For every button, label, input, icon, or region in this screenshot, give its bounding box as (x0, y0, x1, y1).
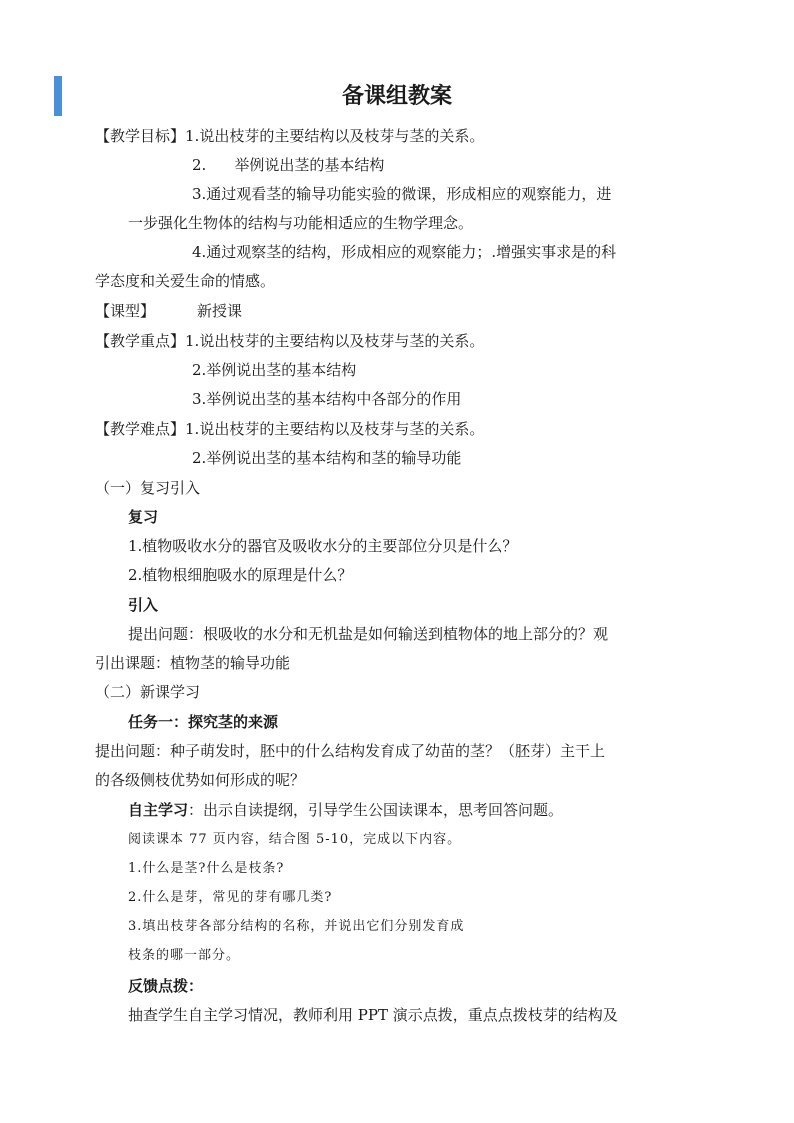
objectives-item-2-number: 2. (192, 156, 207, 174)
objectives-item-3-a: 3.通过观看茎的输导功能实验的微课，形成相应的观察能力，进 (192, 185, 612, 203)
review-question-1: 1.植物吸收水分的器官及吸收水分的主要部位分贝是什么？ (128, 537, 518, 555)
difficulties-item-1: 1.说出枝芽的主要结构以及枝芽与茎的关系。 (185, 420, 485, 438)
lesson-type-heading: 【课型】 (95, 302, 156, 320)
page-title: 备课组教案 (341, 84, 452, 109)
difficulties-item-2: 2.举例说出茎的基本结构和茎的输导功能 (192, 449, 462, 467)
feedback-label: 反馈点拨： (128, 977, 204, 995)
task-1-question-a: 提出问题：种子萌发时，胚中的什么结构发育成了幼苗的茎？（胚芽）主干上 (95, 742, 606, 760)
review-label: 复习 (128, 508, 159, 526)
self-study-line (128, 800, 563, 820)
intro-question: 提出问题：根吸收的水分和无机盐是如何输送到植物体的地上部分的？观 (128, 625, 609, 643)
objectives-item-3-b: 一步强化生物体的结构与功能相适应的生物学理念。 (128, 214, 474, 232)
reading-intro: 阅读课本 77 页内容，结合图 5-10，完成以下内容。 (128, 832, 462, 847)
review-question-2: 2.植物根细胞吸水的原理是什么？ (128, 566, 353, 584)
reading-question-2: 2.什么是芽，常见的芽有哪几类? (128, 890, 333, 905)
self-study-label: 自主学习 (128, 801, 189, 819)
section-1-heading: （一）复习引入 (95, 479, 201, 497)
objectives-heading: 【教学目标】 (95, 127, 186, 145)
section-2-heading: （二）新课学习 (95, 683, 201, 701)
reading-question-1: 1.什么是茎?什么是枝条? (128, 861, 285, 876)
objectives-line-2 (192, 155, 384, 175)
difficulties-heading: 【教学难点】 (95, 420, 186, 438)
reading-question-3-b: 枝条的哪一部分。 (128, 948, 241, 963)
difficulties-line-1 (95, 419, 484, 439)
key-points-line-1 (95, 331, 484, 351)
lesson-type-line (95, 301, 242, 321)
key-points-item-1: 1.说出枝芽的主要结构以及枝芽与茎的关系。 (185, 332, 485, 350)
objectives-item-4-b: 学态度和关爱生命的情感。 (95, 272, 276, 290)
intro-topic: 引出课题：植物茎的输导功能 (95, 654, 291, 672)
key-points-item-3: 3.举例说出茎的基本结构中各部分的作用 (192, 390, 462, 408)
reading-question-3-a: 3.填出枝芽各部分结构的名称，并说出它们分别发育成 (128, 919, 465, 934)
objectives-line-1 (95, 126, 484, 146)
task-1-label: 任务一：探究茎的来源 (128, 713, 279, 731)
task-1-question-b: 的各级侧枝优势如何形成的呢？ (95, 771, 306, 789)
self-study-text: ：出示自读提纲，引导学生公国读课本，思考回答问题。 (188, 801, 564, 819)
objectives-item-4-a: 4.通过观察茎的结构，形成相应的观察能力；.增强实事求是的科 (192, 243, 617, 261)
objectives-item-1: 1.说出枝芽的主要结构以及枝芽与茎的关系。 (185, 127, 485, 145)
key-points-heading: 【教学重点】 (95, 332, 186, 350)
objectives-item-2-text: 举例说出茎的基本结构 (234, 156, 385, 174)
intro-label: 引入 (128, 596, 159, 614)
lesson-type-value: 新授课 (197, 302, 243, 320)
key-points-item-2: 2.举例说出茎的基本结构 (192, 361, 357, 379)
feedback-text: 抽查学生自主学习情况，教师利用 PPT 演示点拨，重点点拨枝芽的结构及 (128, 1006, 618, 1024)
